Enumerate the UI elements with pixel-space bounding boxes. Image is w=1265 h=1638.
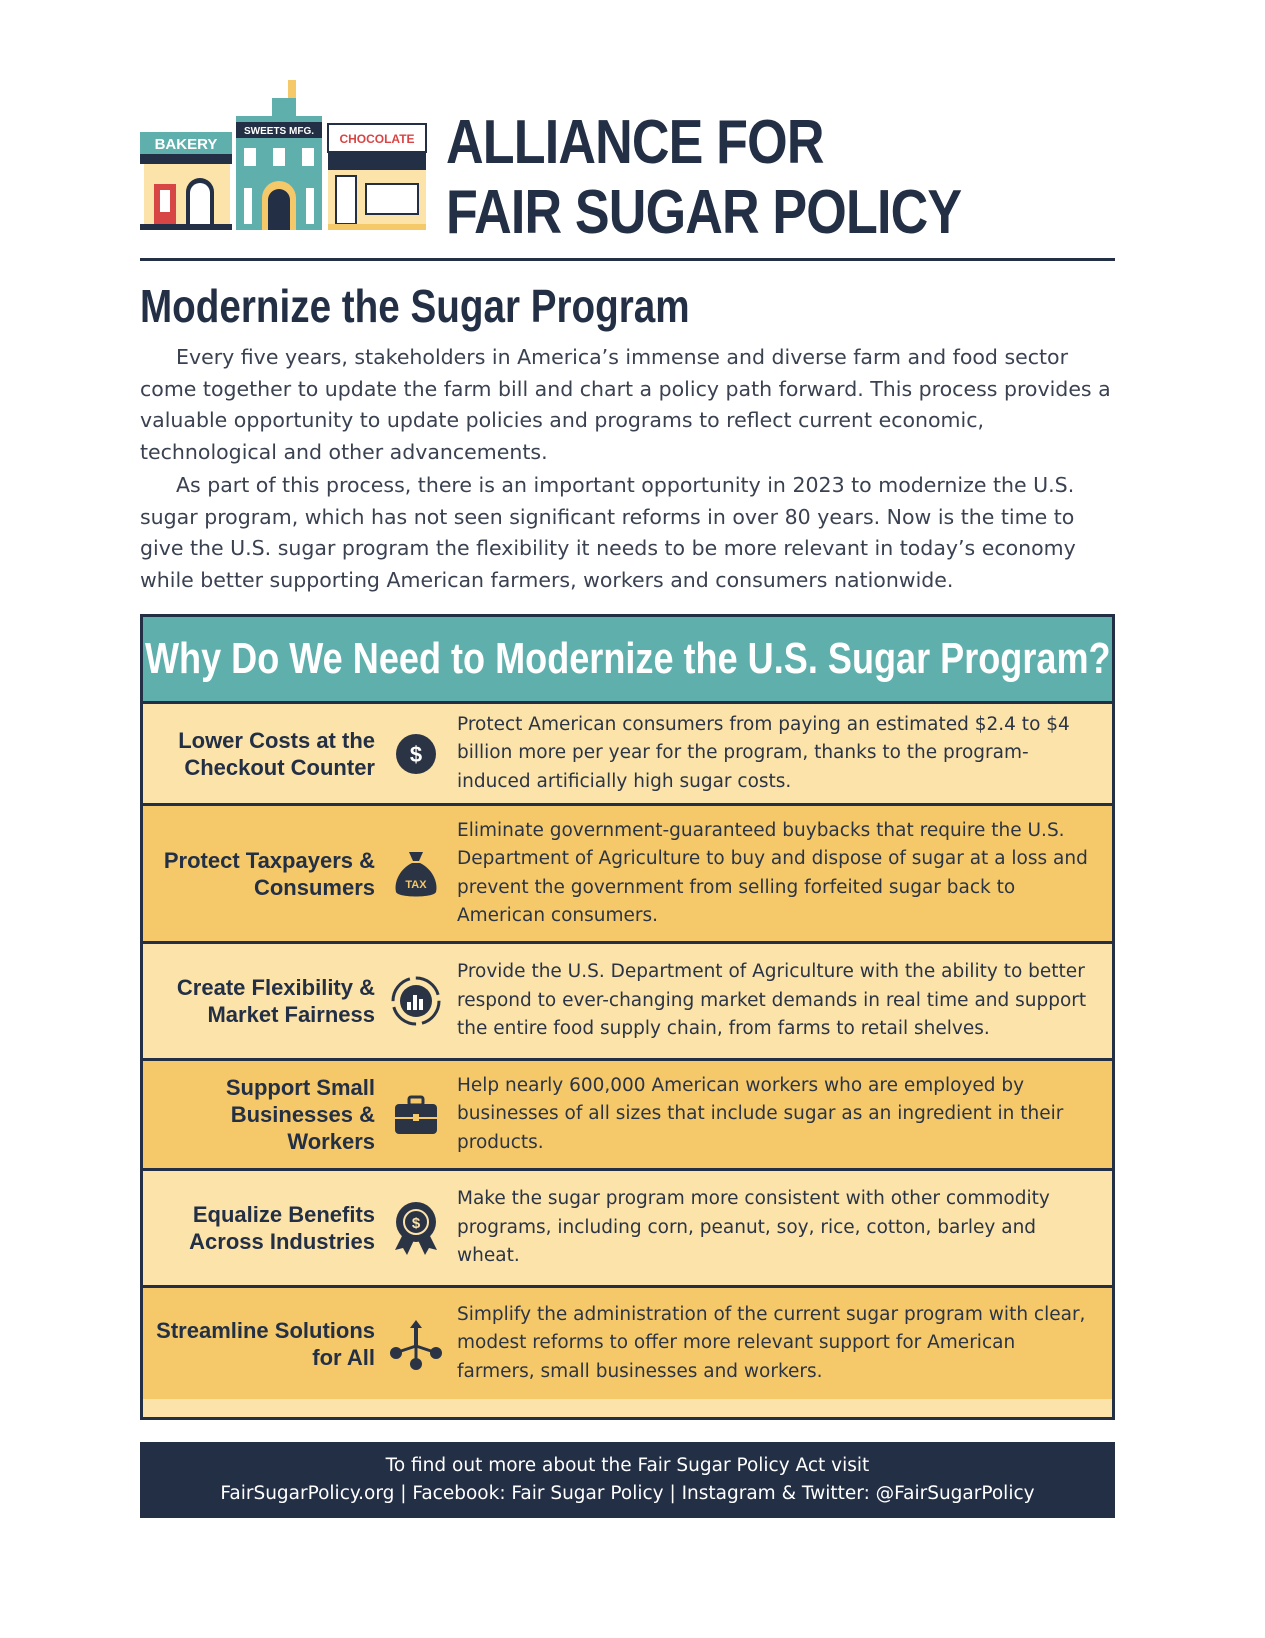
row-title: Protect Taxpayers & Consumers xyxy=(163,847,375,900)
svg-text:$: $ xyxy=(409,741,423,767)
table-row xyxy=(143,806,1112,944)
row-title: Support Small Businesses & Workers xyxy=(225,1075,375,1154)
dollar-coin-icon xyxy=(375,732,457,776)
table-row xyxy=(143,704,1112,806)
table-row xyxy=(143,1061,1112,1171)
market-chart-icon xyxy=(375,975,457,1027)
row-text: Help nearly 600,000 American workers who are employed by businesses of all sizes that include sugar as an ingredient in their products. xyxy=(457,1074,1064,1153)
header xyxy=(140,80,1115,250)
tax-icon-label: TAX xyxy=(405,878,427,891)
footer xyxy=(140,1442,1115,1518)
award-badge-icon xyxy=(375,1200,457,1256)
row-title: Lower Costs at the Checkout Counter xyxy=(178,727,375,780)
briefcase-icon xyxy=(375,1093,457,1137)
row-text: Simplify the administration of the current sugar program with clear, modest reforms to offer more relevant support for American farmers, small businesses and workers. xyxy=(457,1303,1086,1382)
row-title: Streamline Solutions for All xyxy=(156,1317,375,1370)
intro-paragraph-1: Every five years, stakeholders in America’s immense and diverse farm and food sector come together to update the farm bill and chart a policy path forward. This process provides a valuable opportunity to update policies and programs to reflect current economic, technological and other advancements. xyxy=(140,345,1111,464)
table-row xyxy=(143,944,1112,1061)
page-title: Modernize the Sugar Program xyxy=(140,280,690,332)
logo-shop-sign: CHOCOLATE xyxy=(339,132,415,146)
table-heading: Why Do We Need to Modernize the U.S. Sugar Program? xyxy=(144,634,1111,683)
row-title: Create Flexibility & Market Fairness xyxy=(176,975,375,1027)
logo-factory-sign: SWEETS MFG. xyxy=(244,126,314,137)
row-text: Eliminate government-guaranteed buybacks that require the U.S. Department of Agriculture to buy and dispose of sugar at a loss and prevent the government from selling forfeited sugar back to American consumers. xyxy=(457,819,1088,926)
row-text: Provide the U.S. Department of Agriculture with the ability to better respond to ever-changing market demands in real time and support the entire food supply chain, from farms to retail shelves. xyxy=(457,961,1087,1040)
table-row xyxy=(143,1288,1112,1399)
intro-paragraph-2: As part of this process, there is an important opportunity in 2023 to modernize the U.S. sugar program, which has not seen significant reforms in over 80 years. Now is the time to give the U.S. sugar program the flexibility it needs to be more relevant in today’s economy while better supporting American farmers, workers and consumers nationwide. xyxy=(140,473,1076,592)
svg-text:$: $ xyxy=(411,1215,421,1232)
tax-bag-icon xyxy=(375,848,457,900)
header-divider xyxy=(140,258,1115,261)
reasons-table xyxy=(140,614,1115,1420)
table-row xyxy=(143,1171,1112,1288)
footer-line-1: To find out more about the Fair Sugar Policy Act visit xyxy=(385,1455,870,1476)
row-title: Equalize Benefits Across Industries xyxy=(189,1202,375,1254)
footer-line-2: FairSugarPolicy.org | Facebook: Fair Sugar Policy | Instagram & Twitter: @FairSugarPolicy xyxy=(220,1483,1035,1504)
table-heading-bar xyxy=(143,617,1112,704)
intro xyxy=(140,342,1115,598)
storefront-logo-icon xyxy=(140,80,430,240)
network-arrow-icon xyxy=(375,1316,457,1372)
org-name-line-2: FAIR SUGAR POLICY xyxy=(446,178,962,247)
row-text: Protect American consumers from paying an estimated $2.4 to $4 billion more per year for the program, thanks to the program-induced artificially high sugar costs. xyxy=(457,713,1070,792)
row-text: Make the sugar program more consistent with other commodity programs, including corn, peanut, soy, rice, cotton, barley and wheat. xyxy=(457,1188,1050,1267)
org-name-line-1: ALLIANCE FOR xyxy=(446,108,824,177)
logo-bakery-sign: BAKERY xyxy=(154,136,218,153)
org-name xyxy=(446,108,1059,248)
